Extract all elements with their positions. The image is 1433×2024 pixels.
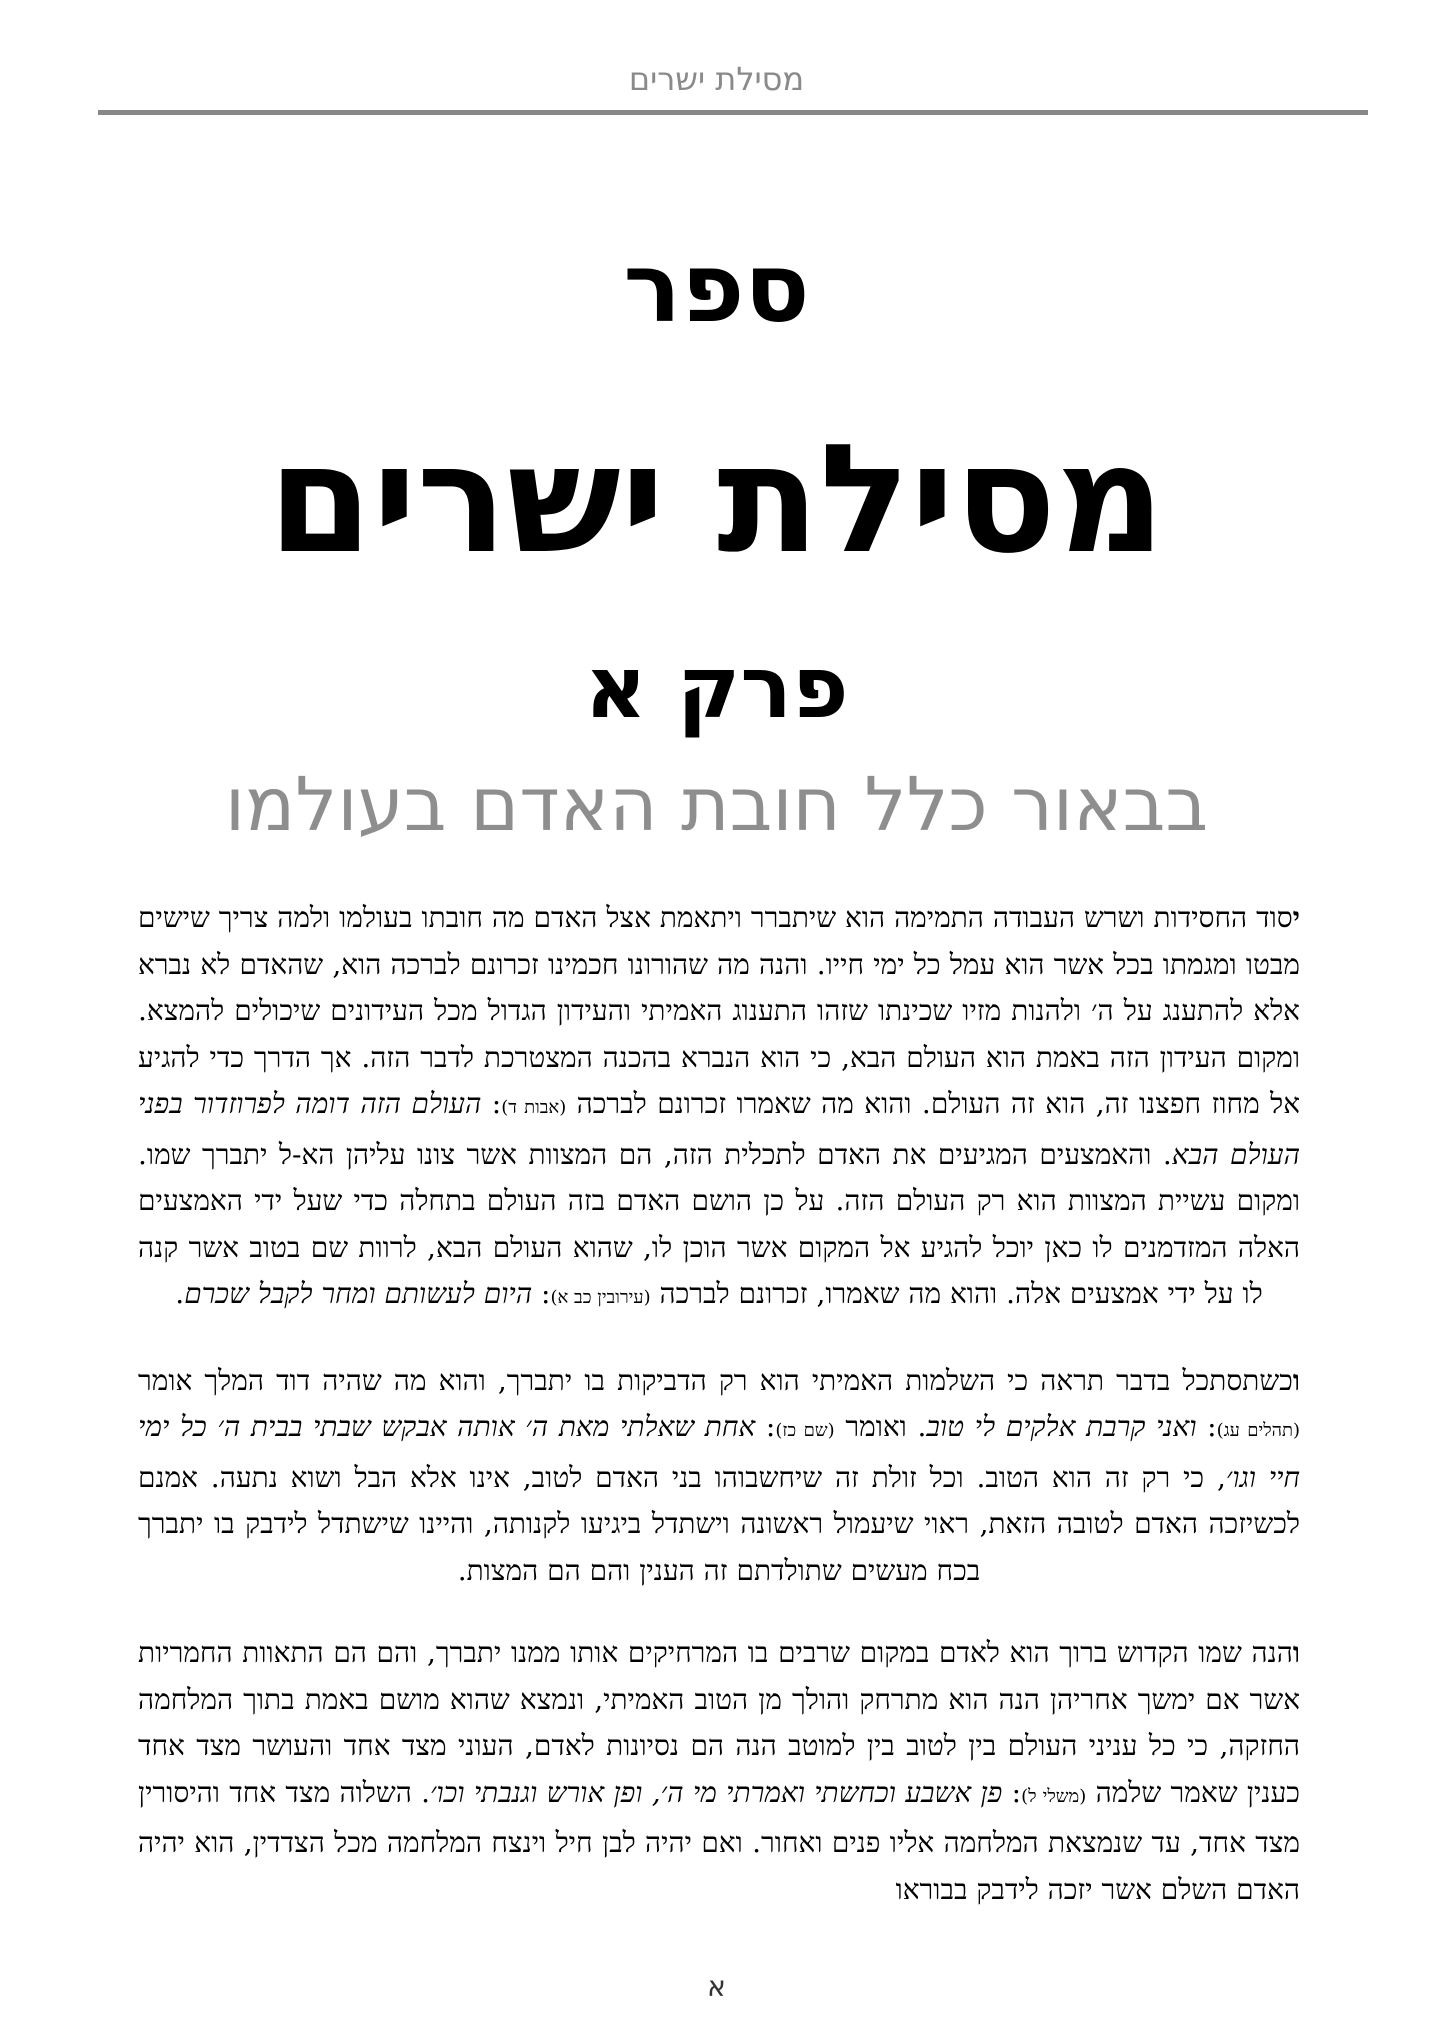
quote: פן אשבע וכחשתי ואמרתי מי ה׳, ופן אורש וגנבתי וכו׳ [430, 1775, 1003, 1809]
source-citation: (עירובין כב א) [550, 1287, 651, 1308]
quote: העולם הזה דומה לפרוזדור בפני העולם הבא [138, 1087, 1300, 1171]
running-header: מסילת ישרים [628, 60, 805, 98]
text-run: הנה שמו הקדוש ברוך הוא לאדם במקום שרבים בו המרחיקים אותו ממנו יתברך, והם הם התאוות החמריות אשר אם ימשך אחריהן הנה הוא מתרחק והולך מן הטוב האמיתי, ונמצא שהוא מושם באמת בתוך המלחמה החזקה, כי כל עניני העולם בין לטוב בין למוטב הנה הם נסיונות לאדם, העוני מצד אחד והעושר מצד אחד כענין שאמר שלמה [138, 1636, 1300, 1809]
quote: היום לעשותם ומחר לקבל שכרם [184, 1277, 533, 1310]
book-title: מסילת ישרים [268, 413, 1165, 587]
text-run: סוד החסידות ושרש העבודה התמימה הוא שיתברר ויתאמת אצל האדם מה חובתו בעולמו ולמה צריך שישים מבטו ומגמתו בכל אשר הוא עמל כל ימי חייו. והנה מה שהורונו חכמינו זכרונם לברכה הוא, שהאדם לא נברא אלא להתענג על ה׳ ולהנות מזיו שכינתו שזהו התענוג האמיתי והעידון הגדול מכל העידונים שיכולים להמצא. ומקום העידון הזה באמת הוא העולם הבא, כי הוא הנברא בהכנה המצטרכת לדבר הזה. אך הדרך כדי להגיע אל מחוז חפצנו זה, הוא זה העולם. והוא מה שאמרו זכרונם לברכה [138, 901, 1300, 1120]
text-run: . [175, 1277, 185, 1310]
lead-letter: ו [1292, 1363, 1300, 1397]
lead-letter: י [1292, 901, 1300, 934]
text-run: . ואומר [845, 1410, 927, 1443]
body-text [138, 895, 1300, 1913]
paragraph: וכשתסתכל בדבר תראה כי השלמות האמיתי הוא רק הדביקות בו יתברך, והוא מה שהיה דוד המלך אומר (תהלים עג): ואני קרבת אלקים לי טוב. ואומר (שם כז): אחת שאלתי מאת ה׳ אותה אבקש שבתי בבית ה׳ כל ימי חיי וגו׳, כי רק זה הוא הטוב. וכל זולת זה שיחשבוהו בני האדם לטוב, אינו אלא הבל ושוא נתעה. אמנם לכשיזכה האדם לטובה הזאת, ראוי שיעמול ראשונה וישתדל ביגיעו לקנותה, והיינו שישתדל לידבק בו יתברך בכח מעשים שתולדתם זה הענין והם הם המצות. [138, 1363, 1300, 1587]
quote: אחת שאלתי מאת ה׳ אותה אבקש שבתי בבית ה׳ כל ימי חיי וגו׳ [138, 1410, 1300, 1494]
lead-letter: ו [1292, 1636, 1300, 1669]
header-rule [98, 110, 1368, 115]
paragraph: והנה שמו הקדוש ברוך הוא לאדם במקום שרבים בו המרחיקים אותו ממנו יתברך, והם הם התאוות החמריות אשר אם ימשך אחריהן הנה הוא מתרחק והולך מן הטוב האמיתי, ונמצא שהוא מושם באמת בתוך המלחמה החזקה, כי כל עניני העולם בין לטוב בין למוטב הנה הם נסיונות לאדם, העוני מצד אחד והעושר מצד אחד כענין שאמר שלמה (משלי ל): פן אשבע וכחשתי ואמרתי מי ה׳, ופן אורש וגנבתי וכו׳. השלוה מצד אחד והיסורין מצד אחד, עד שנמצאת המלחמה אליו פנים ואחור. ואם יהיה לבן חיל וינצח המלחמה מכל הצדדין, הוא יהיה האדם השלם אשר יזכה לידבק בבוראו [138, 1636, 1300, 1906]
text-run: כשתסתכל בדבר תראה כי השלמות האמיתי הוא רק הדביקות בו יתברך, והוא מה שהיה דוד המלך אומר [138, 1363, 1293, 1397]
text-run: . השלוה מצד אחד והיסורין מצד אחד, עד שנמצאת המלחמה אליו פנים ואחור. ואם יהיה לבן חיל וינצח המלחמה מכל הצדדין, הוא יהיה האדם השלם אשר יזכה לידבק בבוראו [138, 1775, 1300, 1906]
paragraph: יסוד החסידות ושרש העבודה התמימה הוא שיתברר ויתאמת אצל האדם מה חובתו בעולמו ולמה צריך שישים מבטו ומגמתו בכל אשר הוא עמל כל ימי חייו. והנה מה שהורונו חכמינו זכרונם לברכה הוא, שהאדם לא נברא אלא להתענג על ה׳ ולהנות מזיו שכינתו שזהו התענוג האמיתי והעידון הגדול מכל העידונים שיכולים להמצא. ומקום העידון הזה באמת הוא העולם הבא, כי הוא הנברא בהכנה המצטרכת לדבר הזה. אך הדרך כדי להגיע אל מחוז חפצנו זה, הוא זה העולם. והוא מה שאמרו זכרונם לברכה (אבות ד): העולם הזה דומה לפרוזדור בפני העולם הבא. והאמצעים המגיעים את האדם לתכלית הזה, הם המצוות אשר צונו עליהן הא-ל יתברך שמו. ומקום עשיית המצוות הוא רק העולם הזה. על כן הושם האדם בזה העולם בתחלה כדי שעל ידי האמצעים האלה המזדמנים לו כאן יוכל להגיע אל המקום אשר הוכן לו, שהוא העולם הבא, לרוות שם בטוב אשר קנה לו על ידי אמצעים אלה. והוא מה שאמרו, זכרונם לברכה (עירובין כב א): היום לעשותם ומחר לקבל שכרם. [138, 901, 1300, 1310]
quote: ואני קרבת אלקים לי טוב [926, 1410, 1197, 1443]
chapter-subtitle: בבאור כלל חובת האדם בעולמו [224, 762, 1209, 848]
page-number: א [707, 1970, 726, 2003]
source-citation: (אבות ד) [501, 1097, 567, 1118]
title-word: ספר [623, 232, 810, 344]
text-run: , כי רק זה הוא הטוב. וכל זולת זה שיחשבוהו בני האדם לטוב, אינו אלא הבל ושוא נתעה. אמנם לכשיזכה האדם לטובה הזאת, ראוי שיעמול ראשונה וישתדל ביגיעו לקנותה, והיינו שישתדל לידבק בו יתברך בכח מעשים שתולדתם זה הענין והם הם המצות. [138, 1460, 1300, 1587]
source-citation: (שם כז) [775, 1420, 835, 1441]
text-run: . והאמצעים המגיעים את האדם לתכלית הזה, הם המצוות אשר צונו עליהן הא-ל יתברך שמו. ומקום עשיית המצוות הוא רק העולם הזה. על כן הושם האדם בזה העולם בתחלה כדי שעל ידי האמצעים האלה המזדמנים לו כאן יוכל להגיע אל המקום אשר הוכן לו, שהוא העולם הבא, לרוות שם בטוב אשר קנה לו על ידי אמצעים אלה. והוא מה שאמרו, זכרונם לברכה [138, 1137, 1300, 1310]
source-citation: (משלי ל) [1021, 1785, 1087, 1807]
source-citation: (תהלים עג) [1216, 1420, 1300, 1441]
chapter-title: פרק א [584, 638, 849, 738]
